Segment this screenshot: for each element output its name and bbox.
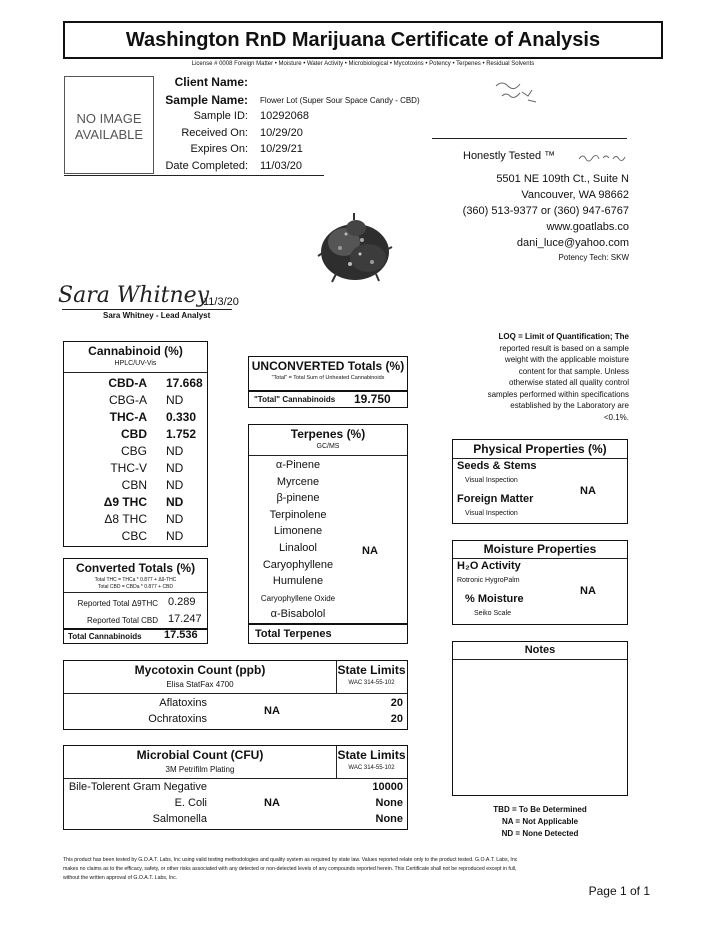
notes-panel <box>452 641 628 796</box>
total-cannabinoids-value: 17.536 <box>164 629 198 641</box>
cannabinoid-name: THC-V <box>110 461 147 475</box>
total-cbd-value: 17.247 <box>168 613 202 625</box>
water-activity-method: Rotronic HygroPalm <box>457 577 520 584</box>
salmonella-label: Salmonella <box>152 813 207 825</box>
converted-panel <box>63 558 208 644</box>
cannabinoid-divider <box>64 372 207 373</box>
analyst-caption: Sara Whitney - Lead Analyst <box>103 311 211 320</box>
unconverted-panel <box>248 356 408 408</box>
lab-address2: Vancouver, WA 98662 <box>521 189 629 201</box>
cannabinoid-name: CBC <box>121 529 147 543</box>
terpene-name: Caryophyllene Oxide <box>260 593 336 603</box>
no-image-line1: NO IMAGE <box>76 111 142 126</box>
terpene-name: Terpinolene <box>269 508 327 521</box>
cannabinoid-value: ND <box>166 393 184 407</box>
terpenes-method: GC/MS <box>316 443 340 450</box>
loq-line2: reported result is based on a sample <box>499 343 629 353</box>
bile-tolerant-label: Bile-Tolerent Gram Negative <box>68 781 207 793</box>
seeds-label: Seeds & Stems <box>457 460 537 472</box>
cannabinoid-panel <box>63 341 208 547</box>
expires-value: 10/29/21 <box>260 143 303 155</box>
mycotoxin-divider <box>64 693 407 694</box>
honestly-tested: Honestly Tested ™ <box>463 150 556 162</box>
water-activity-label: H₂O Activity <box>457 560 521 572</box>
lab-logo-icon <box>492 76 542 108</box>
ochratoxins-limit: 20 <box>390 713 403 725</box>
license-line: License # 0008 Foreign Matter • Moisture • Water Activity • Microbiological • Mycotoxins • Potency • Terpenes • Residual Solvents <box>191 61 535 67</box>
disclaimer-line2: makes no claims as to the efficacy, safety, or other risks associated with any detected or non-detected levels of any compounds reported herein. This Certificate shall not be reproduced except in full, <box>63 866 517 872</box>
client-name-label: Client Name: <box>174 75 248 89</box>
mycotoxin-limits-title: State Limits <box>337 663 406 677</box>
loq-line4: content for that sample. Unless <box>518 366 629 376</box>
mycotoxin-title: Mycotoxin Count (ppb) <box>134 663 266 677</box>
microbial-title: Microbial Count (CFU) <box>136 748 264 762</box>
terpene-name: Caryophyllene <box>262 558 334 571</box>
cannabinoid-name: CBN <box>121 478 147 492</box>
microbial-limits-ref: WAC 314-55-102 <box>348 765 395 771</box>
received-value: 10/29/20 <box>260 127 303 139</box>
total-cannabinoids-label: Total Cannabinoids <box>68 632 142 641</box>
cannabinoid-name: THC-A <box>109 410 147 424</box>
notes-divider <box>453 659 627 660</box>
cannabinoid-value: ND <box>166 444 184 458</box>
ochratoxins-label: Ochratoxins <box>148 713 207 725</box>
microbial-method: 3M Petrifilm Plating <box>165 765 235 774</box>
cannabinoid-value: ND <box>166 461 184 475</box>
lab-website[interactable]: www.goatlabs.co <box>546 221 629 233</box>
loq-line1: LOQ = Limit of Quantification; The <box>498 332 629 341</box>
signature-line <box>62 309 232 310</box>
terpene-name: Limonene <box>273 525 323 538</box>
sample-id-label: Sample ID: <box>193 110 248 122</box>
loq-line8: <0.1%. <box>603 412 629 422</box>
moisture-pct-method: Seiko Scale <box>474 610 511 617</box>
total-cbd-label: Reported Total CBD <box>87 616 158 625</box>
analyst-date: 11/3/20 <box>203 296 239 308</box>
mycotoxin-method: Elisa StatFax 4700 <box>166 680 234 689</box>
total-thc-value: 0.289 <box>168 596 196 608</box>
sample-name-value: Flower Lot (Super Sour Space Candy - CBD) <box>260 96 420 105</box>
received-label: Received On: <box>181 127 248 139</box>
total-terpenes-label: Total Terpenes <box>255 628 332 640</box>
cannabinoid-value: ND <box>166 495 184 509</box>
moisture-divider <box>453 558 627 559</box>
ecoli-label: E. Coli <box>174 797 207 809</box>
total-terpenes-row <box>249 623 407 643</box>
unconverted-note: "Total" = Total Sum of Unheated Cannabinoids <box>271 375 385 381</box>
cannabinoid-value: 0.330 <box>166 410 197 424</box>
foreign-method: Visual Inspection <box>465 510 518 517</box>
terpene-name: Humulene <box>272 575 324 588</box>
ecoli-limit: None <box>375 797 403 809</box>
terpenes-title: Terpenes (%) <box>290 427 366 441</box>
cannabinoid-name: Δ8 THC <box>104 512 147 526</box>
cannabinoid-name: CBD <box>121 427 147 441</box>
converted-divider <box>64 592 207 593</box>
cannabinoid-value: ND <box>166 529 184 543</box>
legend-na: NA = Not Applicable <box>501 817 579 826</box>
cannabinoid-method: HPLC/UV-Vis <box>114 360 157 367</box>
total-cannabinoids-row <box>64 628 207 643</box>
terpene-name: Linalool <box>279 542 317 554</box>
disclaimer-line3: without the written approval of G.O.A.T. Labs, Inc. <box>63 875 178 881</box>
cannabinoid-value: ND <box>166 512 184 526</box>
microbial-panel <box>63 745 408 830</box>
lab-email[interactable]: dani_luce@yahoo.com <box>516 237 629 249</box>
seeds-method: Visual Inspection <box>465 477 518 484</box>
salmonella-limit: None <box>375 813 403 825</box>
mycotoxin-panel <box>63 660 408 730</box>
total-thc-label: Reported Total Δ9THC <box>77 599 158 608</box>
completed-label: Date Completed: <box>165 160 248 172</box>
legend-nd: ND = None Detected <box>501 829 579 838</box>
disclaimer-line1: This product has been tested by G.O.A.T. Labs, Inc using valid testing methodologies and quality system as required by state law. Values reported relate only to the product tested. G.O.A.T. Labs, Inc <box>63 857 518 863</box>
loq-line3: weight with the applicable moisture <box>504 355 629 364</box>
physical-result: NA <box>580 485 596 497</box>
title-box <box>63 21 663 59</box>
terpene-name: α-Bisabolol <box>270 608 326 621</box>
converted-formula2: Total CBD = CBDa * 0.877 + CBD <box>97 584 174 590</box>
moisture-panel <box>452 540 628 625</box>
terpenes-divider <box>249 455 407 456</box>
unconverted-total-label: "Total" Cannabinoids <box>254 395 336 404</box>
physical-divider <box>453 458 627 459</box>
loq-line5: otherwise stated all quality control <box>508 378 629 387</box>
bile-tolerant-limit: 10000 <box>372 781 403 793</box>
expires-label: Expires On: <box>190 143 248 155</box>
analyst-signature: Sara Whitney <box>58 283 210 308</box>
cannabinoid-value: 1.752 <box>166 427 197 441</box>
terpene-name: β-pinene <box>276 492 320 505</box>
client-info-underline <box>64 175 324 176</box>
microbial-result: NA <box>264 797 280 809</box>
foreign-label: Foreign Matter <box>457 493 534 505</box>
sample-id-value: 10292068 <box>260 110 309 122</box>
physical-panel <box>452 439 628 524</box>
unconverted-total-row <box>249 390 407 407</box>
legend-tbd: TBD = To Be Determined <box>493 805 587 814</box>
mycotoxin-limits-ref: WAC 314-55-102 <box>348 680 395 686</box>
cannabinoid-name: Δ9 THC <box>103 495 147 509</box>
page-number: Page 1 of 1 <box>588 884 650 898</box>
cannabinoid-value: 17.668 <box>166 376 203 390</box>
physical-title: Physical Properties (%) <box>473 442 607 456</box>
loq-note <box>429 331 629 423</box>
page-title: Washington RnD Marijuana Certificate of Analysis <box>125 29 601 51</box>
cannabinoid-name: CBG-A <box>108 393 147 407</box>
image-placeholder <box>64 76 154 174</box>
moisture-pct-label: % Moisture <box>465 593 524 605</box>
notes-title: Notes <box>524 644 556 656</box>
lab-phone: (360) 513-9377 or (360) 947-6767 <box>462 205 629 217</box>
mycotoxin-result: NA <box>264 705 280 717</box>
unconverted-title: UNCONVERTED Totals (%) <box>251 359 405 373</box>
completed-value: 11/03/20 <box>260 160 303 172</box>
no-image-line2: AVAILABLE <box>74 127 144 142</box>
terpene-name: α-Pinene <box>275 459 321 471</box>
cannabis-bud-image <box>316 212 394 288</box>
cannabinoid-value: ND <box>166 478 184 492</box>
unconverted-total-value: 19.750 <box>354 392 391 406</box>
cannabinoid-title: Cannabinoid (%) <box>88 344 183 358</box>
converted-formula1: Total THC = THCa * 0.877 + Δ9-THC <box>94 577 177 583</box>
microbial-divider <box>64 778 407 779</box>
moisture-title: Moisture Properties <box>483 542 597 556</box>
aflatoxins-limit: 20 <box>390 697 403 709</box>
lab-divider-line <box>432 138 627 139</box>
microbial-limits-title: State Limits <box>337 748 406 762</box>
terpenes-panel <box>248 424 408 644</box>
lab-address1: 5501 NE 109th Ct., Suite N <box>496 173 629 185</box>
cannabinoid-name: CBD-A <box>108 376 147 390</box>
terpenes-result: NA <box>362 545 378 557</box>
loq-line6: samples performed within specifications <box>487 389 629 399</box>
loq-line7: established by the Laboratory are <box>510 401 629 410</box>
potency-tech: Potency Tech: SKW <box>558 253 629 262</box>
terpene-name: Myrcene <box>276 475 320 488</box>
moisture-result: NA <box>580 585 596 597</box>
initials-signature-icon <box>577 150 631 164</box>
cannabinoid-name: CBG <box>120 444 147 458</box>
sample-name-label: Sample Name: <box>165 93 248 107</box>
converted-title: Converted Totals (%) <box>75 561 196 575</box>
aflatoxins-label: Aflatoxins <box>159 697 207 709</box>
